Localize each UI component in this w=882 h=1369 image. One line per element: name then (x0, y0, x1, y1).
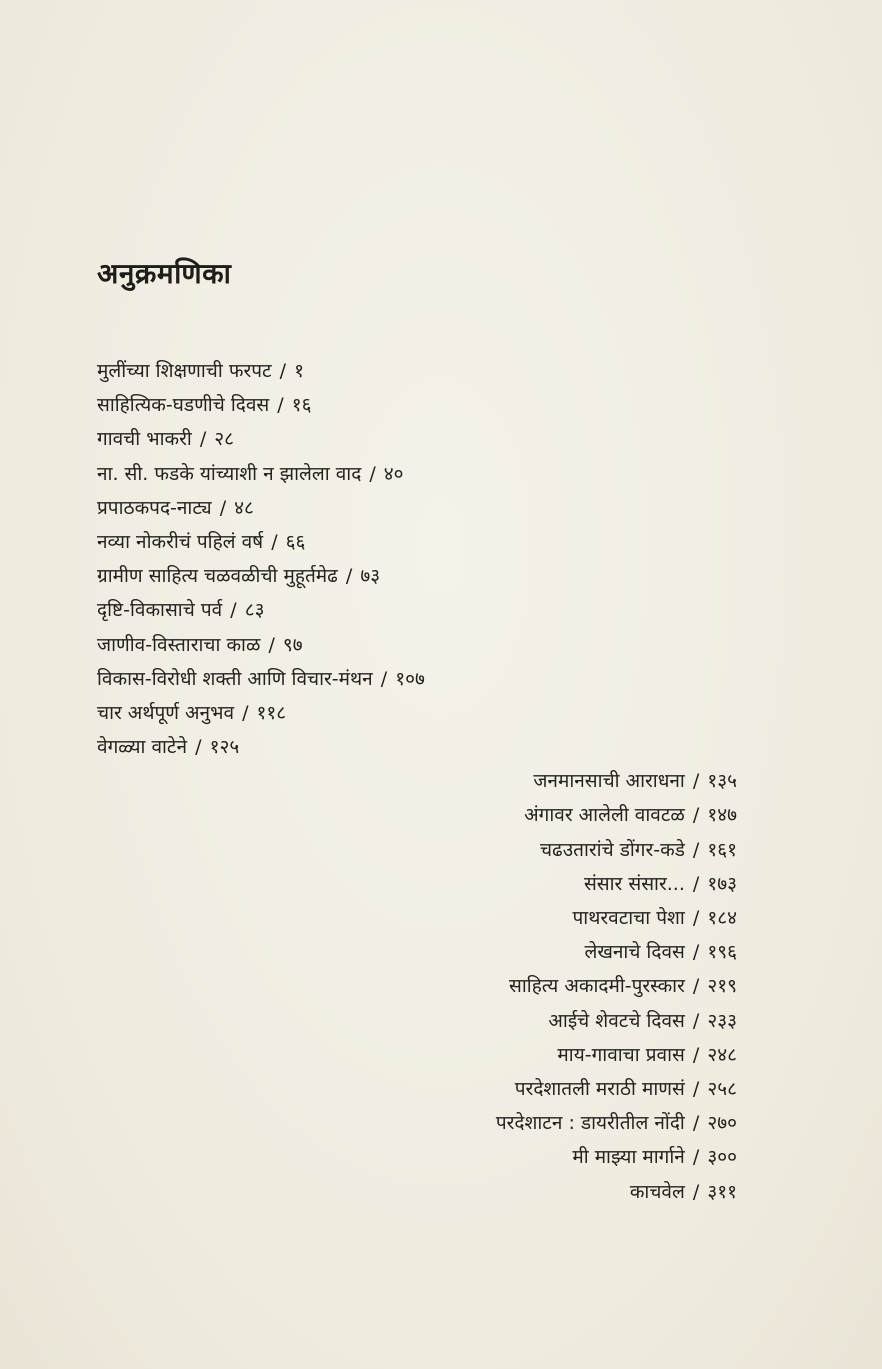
toc-list (97, 354, 737, 1209)
entry-title: गावची भाकरी (97, 428, 192, 451)
entry-separator: / (692, 1180, 700, 1203)
entry-page: २१९ (707, 975, 737, 998)
toc-entry (97, 388, 737, 422)
toc-entry (97, 935, 737, 969)
entry-separator: / (692, 975, 700, 998)
entry-page: १०७ (395, 667, 425, 690)
toc-entry (97, 1106, 737, 1140)
entry-separator: / (242, 701, 249, 724)
toc-entry (97, 422, 737, 456)
entry-separator: / (692, 941, 700, 964)
entry-title: ग्रामीण साहित्य चळवळीची मुहूर्तमेढ (97, 565, 338, 588)
entry-title: परदेशातली मराठी माणसं (514, 1077, 685, 1100)
entry-page: १७३ (707, 872, 737, 895)
entry-title: परदेशाटन : डायरीतील नोंदी (495, 1112, 685, 1135)
entry-page: १३५ (707, 770, 737, 793)
entry-page: १६१ (707, 838, 737, 861)
entry-title: आईचे शेवटचे दिवस (548, 1009, 685, 1032)
entry-title: माय-गावाचा प्रवास (557, 1043, 685, 1066)
toc-entry (97, 1038, 737, 1072)
entry-separator: / (692, 1112, 700, 1135)
entry-page: ११८ (256, 701, 287, 724)
entry-page: १ (294, 360, 304, 382)
toc-entry (97, 969, 737, 1003)
entry-title: साहित्य अकादमी-पुरस्कार (509, 975, 685, 998)
entry-page: १२५ (209, 736, 240, 759)
toc-entry (97, 867, 737, 901)
entry-page: ३०० (707, 1146, 737, 1169)
entry-page: १४७ (707, 804, 737, 827)
entry-page: २८ (214, 428, 235, 451)
entry-page: ९७ (282, 633, 303, 656)
entry-separator: / (277, 394, 284, 417)
entry-separator: / (692, 907, 700, 929)
entry-separator: / (219, 496, 227, 519)
entry-separator: / (230, 599, 237, 622)
entry-separator: / (271, 530, 278, 553)
entry-title: चढउतारांचे डोंगर-कडे (539, 838, 685, 861)
entry-page: ४० (383, 462, 404, 485)
toc-entry (97, 1004, 737, 1038)
entry-separator: / (268, 633, 275, 656)
entry-title: लेखनाचे दिवस (584, 941, 685, 964)
entry-separator: / (692, 770, 700, 793)
entry-title: जाणीव-विस्ताराचा काळ (97, 633, 261, 656)
entry-title: दृष्टि-विकासाचे पर्व (97, 599, 223, 622)
entry-title: संसार संसार... (583, 872, 685, 895)
toc-entry (97, 354, 737, 388)
entry-separator: / (195, 736, 202, 759)
entry-page: २४८ (707, 1043, 737, 1066)
entry-separator: / (369, 462, 376, 485)
entry-page: १९६ (707, 941, 737, 964)
entry-title: विकास-विरोधी शक्ती आणि विचार-मंथन (97, 667, 373, 690)
entry-title: वेगळ्या वाटेने (97, 736, 188, 759)
toc-entry (97, 798, 737, 832)
entry-title: चार अर्थपूर्ण अनुभव (97, 701, 235, 724)
toc-entry (97, 764, 737, 798)
toc-entry (97, 593, 737, 627)
entry-title: मी माझ्या मार्गाने (572, 1146, 685, 1169)
entry-separator: / (692, 838, 700, 861)
entry-page: ४८ (234, 496, 254, 519)
entry-separator: / (199, 428, 207, 451)
toc-entry (97, 491, 737, 525)
toc-entry (97, 1175, 737, 1209)
entry-separator: / (692, 1077, 700, 1100)
toc-entry (97, 730, 737, 764)
toc-entry (97, 559, 737, 593)
toc-entry (97, 1140, 737, 1174)
entry-title: मुलींच्या शिक्षणाची फरपट (97, 360, 272, 382)
entry-page: ६६ (285, 530, 306, 553)
entry-page: ८३ (244, 599, 265, 622)
entry-page: १६ (291, 394, 312, 417)
toc-entry (97, 901, 737, 935)
entry-title: जनमानसाची आराधना (533, 770, 685, 793)
entry-title: प्रपाठकपद-नाट्य (97, 496, 212, 519)
entry-title: काचवेल (629, 1180, 685, 1203)
toc-entry (97, 833, 737, 867)
entry-title: साहित्यिक-घडणीचे दिवस (97, 394, 270, 417)
entry-separator: / (692, 872, 700, 895)
entry-separator: / (279, 360, 287, 382)
entry-title: नव्या नोकरीचं पहिलं वर्ष (97, 530, 264, 553)
toc-heading: अनुक्रमणिका (97, 257, 232, 290)
toc-entry (97, 696, 737, 730)
toc-entry (97, 525, 737, 559)
entry-page: २३३ (707, 1009, 737, 1032)
entry-page: २५८ (707, 1077, 737, 1100)
entry-page: ३११ (707, 1180, 737, 1203)
toc-entry (97, 628, 737, 662)
toc-entry (97, 457, 737, 491)
entry-title: ना. सी. फडके यांच्याशी न झालेला वाद (97, 462, 362, 485)
entry-separator: / (692, 1009, 700, 1032)
entry-title: पाथरवटाचा पेशा (572, 907, 685, 929)
entry-page: १८४ (707, 907, 737, 929)
entry-separator: / (692, 804, 700, 827)
entry-separator: / (692, 1043, 700, 1066)
entry-separator: / (380, 667, 388, 690)
entry-page: ७३ (360, 565, 381, 588)
entry-separator: / (692, 1146, 700, 1169)
toc-entry (97, 662, 737, 696)
entry-title: अंगावर आलेली वावटळ (524, 804, 685, 827)
entry-page: २७० (707, 1112, 737, 1135)
entry-separator: / (345, 565, 353, 588)
toc-entry (97, 1072, 737, 1106)
